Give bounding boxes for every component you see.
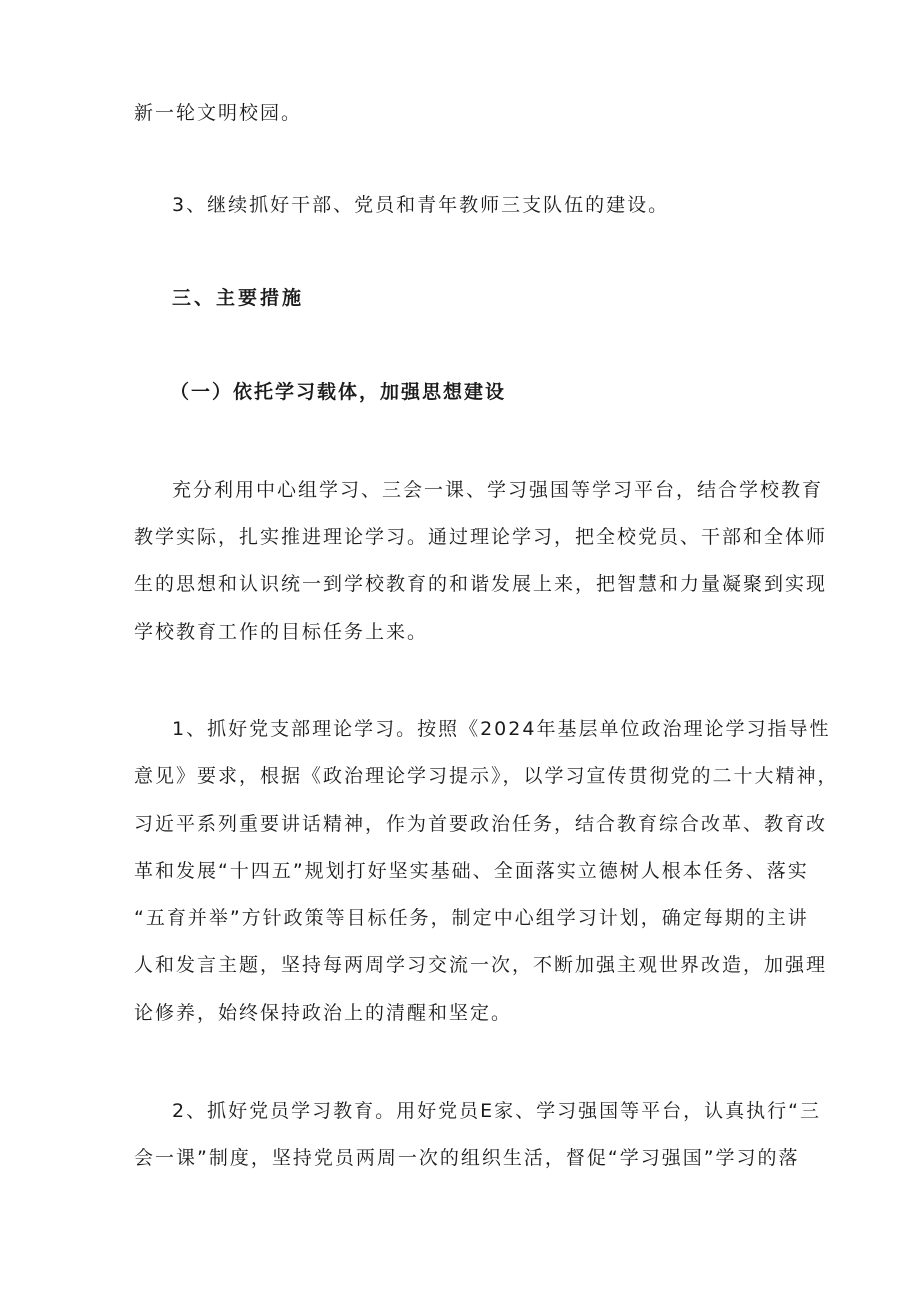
paragraph-line: 生的思想和认识统一到学校教育的和谐发展上来，把智慧和力量凝聚到实现 [134,573,828,595]
paragraph-line: 意见》要求，根据《政治理论学习提示》，以学习宣传贯彻党的二十大精神， [134,765,839,787]
subsection-heading: （一）依托学习载体，加强思想建设 [170,381,507,403]
paragraph-line: 会一课”制度，坚持党员两周一次的组织生活，督促“学习强国”学习的落 [134,1147,800,1169]
text-line: 新一轮文明校园。 [134,102,303,124]
paragraph-line: 学校教育工作的目标任务上来。 [134,621,429,643]
section-heading: 三、主要措施 [172,287,305,309]
paragraph-line: 教学实际，扎实推进理论学习。通过理论学习，把全校党员、干部和全体师 [134,526,828,548]
paragraph-line: 1、抓好党支部理论学习。按照《2024年基层单位政治理论学习指导性 [172,718,831,740]
paragraph-line: 论修养，始终保持政治上的清醒和坚定。 [134,1002,513,1024]
paragraph-line: 习近平系列重要讲话精神，作为首要政治任务，结合教育综合改革、教育改 [134,813,828,835]
paragraph-line: 2、抓好党员学习教育。用好党员E家、学习强国等平台，认真执行“三 [172,1100,821,1122]
paragraph-line: “五育并举”方针政策等目标任务，制定中心组学习计划，确定每期的主讲 [134,907,809,929]
paragraph-line: 充分利用中心组学习、三会一课、学习强国等学习平台，结合学校教育 [172,479,824,501]
paragraph-line: 人和发言主题，坚持每两周学习交流一次，不断加强主观世界改造，加强理 [134,954,828,976]
paragraph-line: 革和发展“十四五”规划打好坚实基础、全面落实立德树人根本任务、落实 [134,860,809,882]
list-item-3: 3、继续抓好干部、党员和青年教师三支队伍的建设。 [172,194,670,216]
